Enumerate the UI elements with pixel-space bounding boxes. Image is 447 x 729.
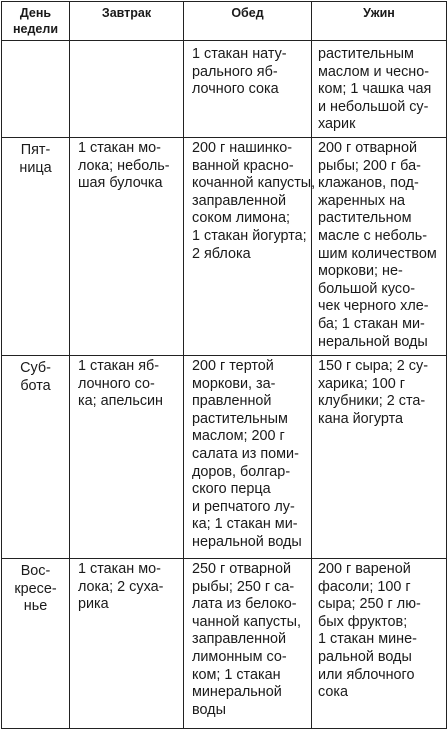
breakfast-cell: 1 стакан мо- лока; неболь- шая булочка: [70, 137, 184, 355]
lunch-cell: 200 г тертой моркови, за- правленной растительным маслом; 200 г салата из поми- доров, болгар- ского перца и репчатого лу- ка; 1 стакан ми- неральной воды: [184, 355, 312, 558]
table-row: [2, 558, 447, 728]
table-row: [2, 355, 447, 558]
day-cell: Пят- ница: [2, 137, 70, 355]
table-row: [2, 137, 447, 355]
breakfast-cell: 1 стакан яб- лочного со- ка; апельсин: [70, 355, 184, 558]
dinner-cell: растительным маслом и чесно- ком; 1 чашка чая и небольшой су- харик: [312, 41, 447, 138]
lunch-cell: 250 г отварной рыбы; 250 г са- лата из белоко- чанной капусты, заправленной лимонным со- ком; 1 стакан минеральной воды: [184, 558, 312, 728]
header-lunch: Обед: [184, 2, 312, 41]
day-cell: Вос- кресе- нье: [2, 558, 70, 728]
meal-plan-table: [1, 1, 447, 729]
header-breakfast: Завтрак: [70, 2, 184, 41]
dinner-cell: 200 г вареной фасоли; 100 г сыра; 250 г лю- бых фруктов; 1 стакан мине- ральной воды или яблочного сока: [312, 558, 447, 728]
lunch-cell: 1 стакан нату- рального яб- лочного сока: [184, 41, 312, 138]
header-day: День недели: [2, 2, 70, 41]
dinner-cell: 150 г сыра; 2 су- харика; 100 г клубники; 2 ста- кана йогурта: [312, 355, 447, 558]
breakfast-cell: 1 стакан мо- лока; 2 суха- рика: [70, 558, 184, 728]
day-cell: Суб- бота: [2, 355, 70, 558]
table-row: [2, 41, 447, 138]
day-cell: [2, 41, 70, 138]
header-dinner: Ужин: [312, 2, 447, 41]
breakfast-cell: [70, 41, 184, 138]
lunch-cell: 200 г нашинко- ванной красно- кочанной капусты, заправленной соком лимона; 1 стакан йогурта; 2 яблока: [184, 137, 312, 355]
header-row: [2, 2, 447, 41]
dinner-cell: 200 г отварной рыбы; 200 г ба- клажанов, под- жаренных на растительном масле с неболь- шим количеством моркови; не- большой кусо- чек черного хле- ба; 1 стакан ми- неральной воды: [312, 137, 447, 355]
